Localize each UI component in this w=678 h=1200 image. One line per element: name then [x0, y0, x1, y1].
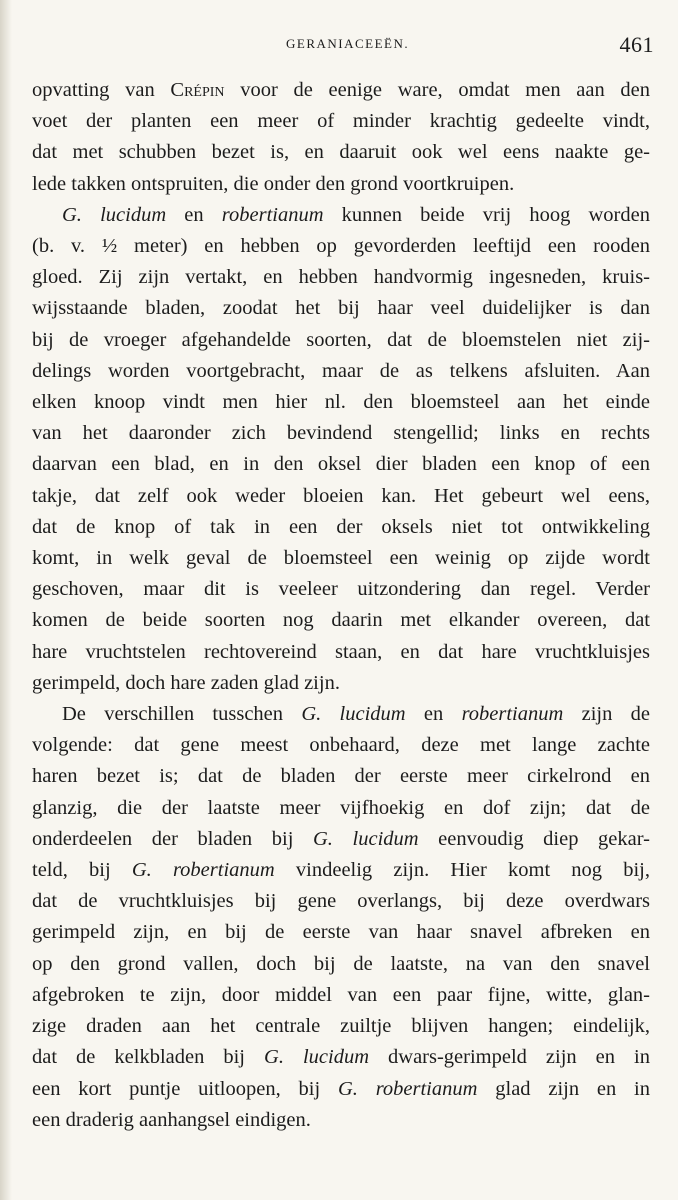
- text-line: delings worden voortgebracht, maar de as telkens afsluiten. Aan: [32, 359, 650, 382]
- paragraph: [32, 200, 650, 699]
- text-line: gerimpeld, doch hare zaden glad zijn.: [32, 671, 340, 694]
- paragraph: [32, 75, 650, 200]
- text-line: daarvan een blad, en in den oksel dier bladen een knop of een: [32, 453, 650, 476]
- text-line: komen de beide soorten nog daarin met elkander overeen, dat: [32, 609, 650, 632]
- text-line: geschoven, maar dit is veeleer uitzondering dan regel. Verder: [32, 578, 650, 601]
- text-line: opvatting van Crépin voor de eenige ware, omdat men aan den: [32, 79, 650, 101]
- text-line: afgebroken te zijn, door middel van een paar fijne, witte, glan-: [32, 983, 650, 1006]
- page-number: 461: [619, 32, 654, 57]
- text-line: teld, bij G. robertianum vindeelig zijn. Hier komt nog bij,: [32, 859, 650, 882]
- text-line: dat met schubben bezet is, en daaruit ook wel eens naakte ge-: [32, 141, 650, 164]
- text-line: dat de kelkbladen bij G. lucidum dwars-gerimpeld zijn en in: [32, 1046, 650, 1069]
- text-line: van het daaronder zich bevindend stengellid; links en rechts: [32, 422, 650, 445]
- text-line: De verschillen tusschen G. lucidum en robertianum zijn de: [62, 703, 650, 726]
- text-line: onderdeelen der bladen bij G. lucidum eenvoudig diep gekar-: [32, 827, 650, 850]
- text-line: hare vruchtstelen rechtovereind staan, en dat hare vruchtkluisjes: [32, 640, 650, 663]
- text-line: gloed. Zij zijn vertakt, en hebben handvormig ingesneden, kruis-: [32, 266, 650, 289]
- text-line: wijsstaande bladen, zoodat het bij haar veel duidelijker is dan: [32, 297, 650, 320]
- text-line: elken knoop vindt men hier nl. den bloemsteel aan het einde: [32, 391, 650, 414]
- text-line: haren bezet is; dat de bladen der eerste meer cirkelrond en: [32, 765, 650, 788]
- text-line: komt, in welk geval de bloemsteel een weinig op zijde wordt: [32, 547, 650, 570]
- text-line: bij de vroeger afgehandelde soorten, dat de bloemstelen niet zij-: [32, 328, 650, 351]
- text-line: (b. v. ½ meter) en hebben op gevorderden leeftijd een rooden: [32, 235, 650, 258]
- paragraph: [32, 699, 650, 1136]
- text-line: takje, dat zelf ook weder bloeien kan. Het gebeurt wel eens,: [32, 484, 650, 507]
- text-line: voet der planten een meer of minder krachtig gedeelte vindt,: [32, 110, 650, 133]
- text-line: volgende: dat gene meest onbehaard, deze met lange zachte: [32, 734, 650, 757]
- running-head: [0, 32, 678, 56]
- text-line: glanzig, die der laatste meer vijfhoekig en dof zijn; dat de: [32, 796, 650, 819]
- text-line: een kort puntje uitloopen, bij G. robertianum glad zijn en in: [32, 1077, 650, 1100]
- text-line: een draderig aanhangsel eindigen.: [32, 1108, 311, 1131]
- text-line: dat de vruchtkluisjes bij gene overlangs, bij deze overdwars: [32, 890, 650, 913]
- text-line: zige draden aan het centrale zuiltje blijven hangen; eindelijk,: [32, 1015, 650, 1038]
- text-line: op den grond vallen, doch bij de laatste, na van den snavel: [32, 952, 650, 975]
- body-text: [32, 75, 650, 1136]
- text-line: G. lucidum en robertianum kunnen beide vrij hoog worden: [62, 203, 650, 226]
- running-title: GERANIACEEËN.: [286, 36, 410, 51]
- text-line: lede takken ontspruiten, die onder den grond voortkruipen.: [32, 172, 515, 195]
- text-line: gerimpeld zijn, en bij de eerste van haar snavel afbreken en: [32, 921, 650, 944]
- text-line: dat de knop of tak in een der oksels niet tot ontwikkeling: [32, 515, 650, 538]
